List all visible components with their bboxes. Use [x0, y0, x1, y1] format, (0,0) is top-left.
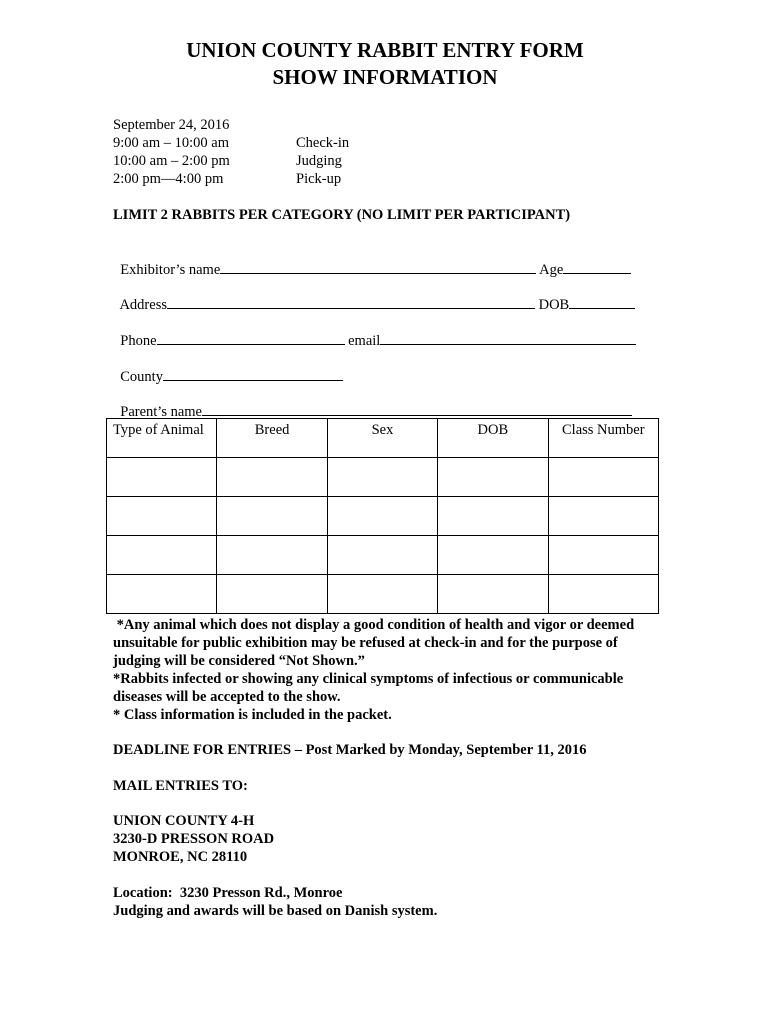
table-cell[interactable] — [217, 458, 327, 497]
mail-line-1: UNION COUNTY 4-H — [113, 813, 255, 829]
col-dob: DOB — [438, 419, 548, 458]
table-cell[interactable] — [107, 458, 217, 497]
mail-heading: MAIL ENTRIES TO: — [113, 778, 248, 794]
table-cell[interactable] — [438, 458, 548, 497]
email-label: email — [348, 333, 381, 349]
rabbit-entry-table — [106, 418, 659, 614]
county-field[interactable] — [163, 367, 343, 381]
county-label: County — [120, 369, 163, 385]
table-row — [107, 575, 659, 614]
deadline-notice: DEADLINE FOR ENTRIES – Post Marked by Monday, September 11, 2016 — [113, 742, 587, 758]
exhibitor-name-field[interactable] — [220, 260, 536, 274]
address-row — [113, 277, 635, 314]
phone-field[interactable] — [157, 331, 345, 345]
note-line-2: unsuitable for public exhibition may be refused at check-in and for the purpose of — [113, 635, 618, 651]
address-label: Address — [119, 297, 167, 313]
judging-system-line: Judging and awards will be based on Danish system. — [113, 903, 438, 919]
note-line-5: diseases will be accepted to the show. — [113, 689, 341, 705]
email-field[interactable] — [380, 331, 636, 345]
parent-name-label: Parent’s name — [120, 404, 202, 420]
form-title: UNION COUNTY RABBIT ENTRY FORM — [186, 38, 584, 62]
table-cell[interactable] — [327, 575, 437, 614]
exhibitor-name-row — [113, 242, 631, 279]
county-row — [113, 349, 343, 386]
table-cell[interactable] — [548, 458, 658, 497]
col-type-of-animal: Type of Animal — [107, 419, 217, 458]
mail-line-3: MONROE, NC 28110 — [113, 849, 248, 865]
age-field[interactable] — [563, 260, 631, 274]
table-row — [107, 536, 659, 575]
table-cell[interactable] — [327, 458, 437, 497]
col-sex: Sex — [327, 419, 437, 458]
schedule-event-2: Judging — [296, 153, 342, 169]
table-cell[interactable] — [548, 497, 658, 536]
table-cell[interactable] — [438, 536, 548, 575]
parent-name-row — [113, 384, 632, 421]
schedule-time-2: 10:00 am – 2:00 pm — [113, 153, 230, 169]
table-cell[interactable] — [327, 536, 437, 575]
location-line: Location: 3230 Presson Rd., Monroe — [113, 885, 343, 901]
exhibitor-name-label: Exhibitor’s name — [120, 262, 221, 278]
col-breed: Breed — [217, 419, 327, 458]
table-row — [107, 497, 659, 536]
note-line-3: judging will be considered “Not Shown.” — [113, 653, 365, 669]
table-cell[interactable] — [217, 536, 327, 575]
table-cell[interactable] — [107, 536, 217, 575]
table-cell[interactable] — [217, 575, 327, 614]
show-date: September 24, 2016 — [113, 117, 230, 133]
address-field[interactable] — [167, 295, 535, 309]
table-cell[interactable] — [217, 497, 327, 536]
limit-notice: LIMIT 2 RABBITS PER CATEGORY (NO LIMIT PER PARTICIPANT) — [113, 207, 571, 223]
table-cell[interactable] — [548, 575, 658, 614]
table-cell[interactable] — [327, 497, 437, 536]
dob-label: DOB — [538, 297, 570, 313]
dob-field[interactable] — [569, 295, 635, 309]
schedule-time-3: 2:00 pm—4:00 pm — [113, 171, 224, 187]
form-subtitle: SHOW INFORMATION — [272, 65, 498, 89]
table-cell[interactable] — [107, 575, 217, 614]
table-row — [107, 458, 659, 497]
note-line-6: * Class information is included in the packet. — [113, 707, 392, 723]
age-label: Age — [539, 262, 564, 278]
table-header-row — [107, 419, 659, 458]
parent-name-field[interactable] — [202, 402, 632, 416]
phone-label: Phone — [120, 333, 157, 349]
schedule-time-1: 9:00 am – 10:00 am — [113, 135, 229, 151]
table-cell[interactable] — [548, 536, 658, 575]
col-class-number: Class Number — [548, 419, 658, 458]
note-line-1: *Any animal which does not display a good condition of health and vigor or deemed — [113, 617, 635, 633]
schedule-event-1: Check-in — [296, 135, 350, 151]
note-line-4: *Rabbits infected or showing any clinical symptoms of infectious or communicable — [113, 671, 624, 687]
table-cell[interactable] — [107, 497, 217, 536]
table-cell[interactable] — [438, 575, 548, 614]
phone-row — [113, 313, 636, 350]
schedule-event-3: Pick-up — [296, 171, 342, 187]
table-cell[interactable] — [438, 497, 548, 536]
mail-line-2: 3230-D PRESSON ROAD — [113, 831, 275, 847]
